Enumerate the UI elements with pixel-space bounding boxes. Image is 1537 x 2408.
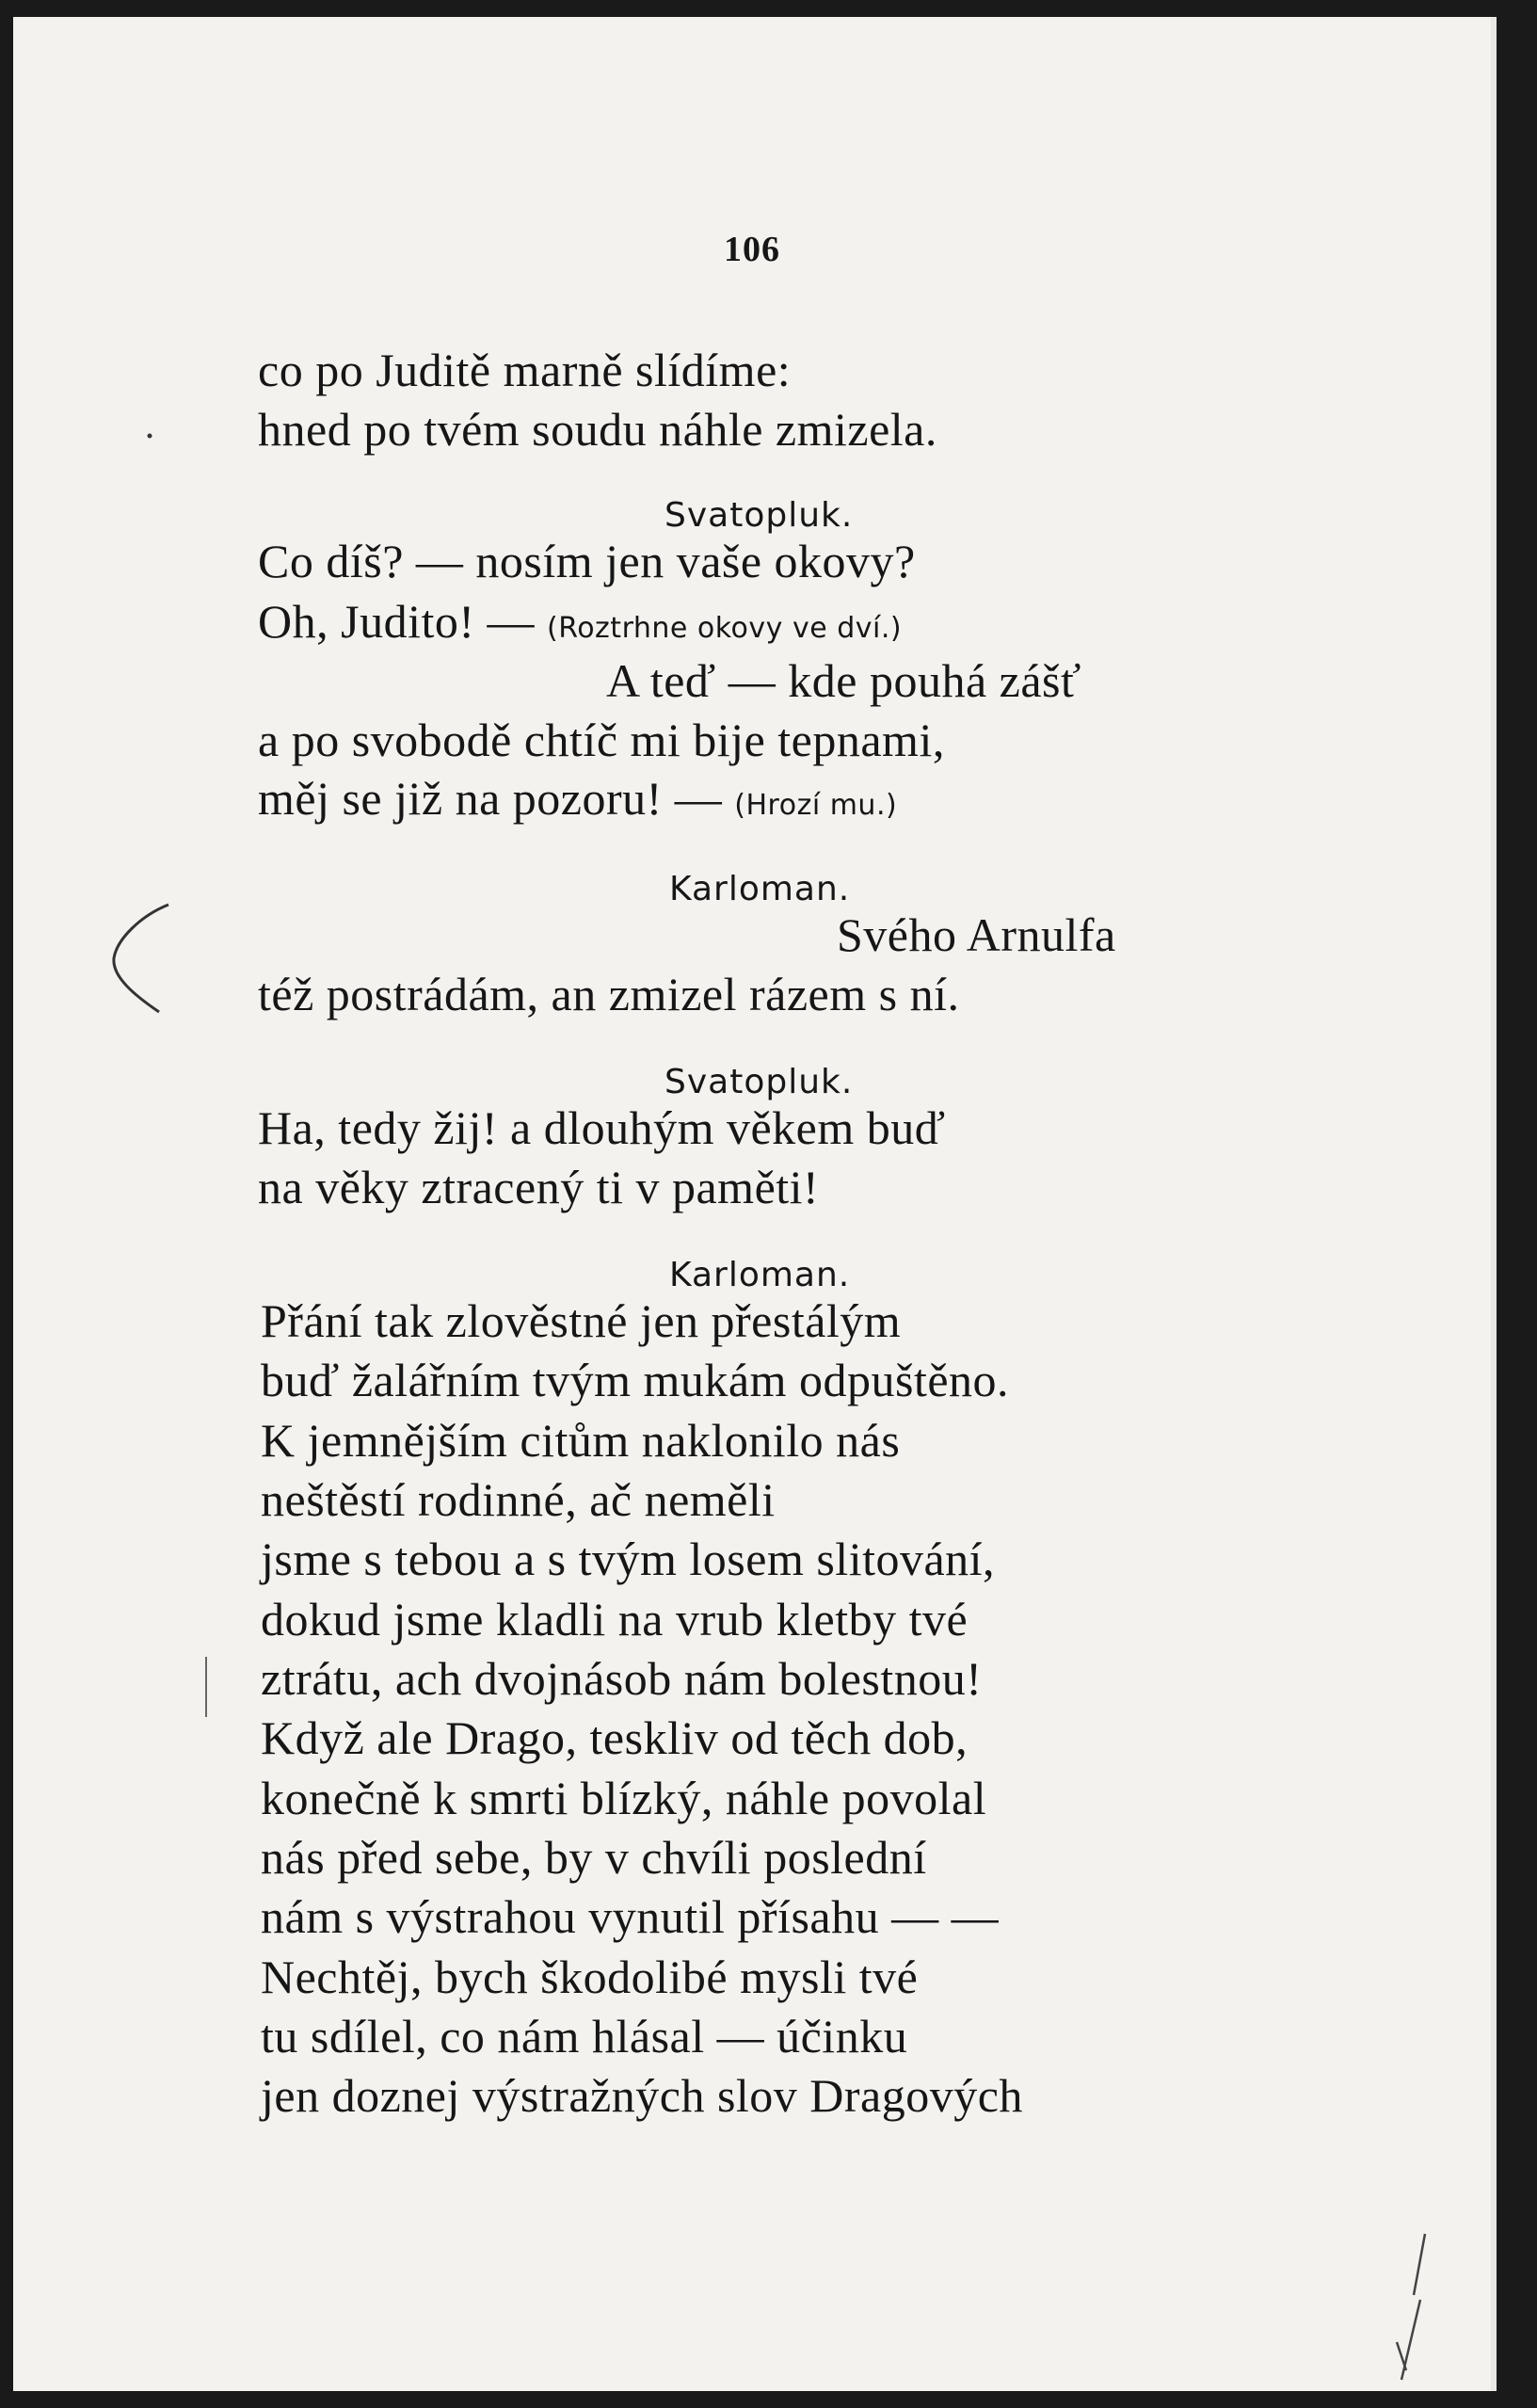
- speaker-name: Karloman.: [669, 870, 851, 908]
- speck-mark: [145, 431, 154, 441]
- page-edge: [1491, 17, 1497, 2391]
- pencil-scribble-mark: [1369, 2229, 1444, 2389]
- verse-line: Přání tak zlověstné jen přestálým: [261, 1294, 902, 1347]
- verse-line: jsme s tebou a s tvým losem slitování,: [261, 1533, 996, 1585]
- verse-line: Nechtěj, bych škodolibé mysli tvé: [261, 1950, 919, 2003]
- verse-line: hned po tvém soudu náhle zmizela.: [258, 403, 937, 456]
- verse-text: Oh, Judito! —: [258, 595, 535, 648]
- stage-direction: (Roztrhne okovy ve dví.): [547, 612, 903, 645]
- verse-line: Když ale Drago, teskliv od těch dob,: [261, 1711, 969, 1764]
- verse-line: nás před sebe, by v chvíli poslední: [261, 1831, 927, 1884]
- verse-line: [258, 593, 902, 657]
- verse-line: ztrátu, ach dvojnásob nám bolestnou!: [261, 1652, 983, 1705]
- verse-line: dokud jsme kladli na vrub kletby tvé: [261, 1593, 969, 1645]
- verse-line: jen doznej výstražných slov Dragových: [261, 2069, 1023, 2122]
- stage-direction: (Hrozí mu.): [734, 789, 898, 822]
- speaker-name: Svatopluk.: [664, 496, 854, 535]
- verse-line: též postrádám, an zmizel rázem s ní.: [258, 968, 960, 1020]
- verse-line: a po svobodě chtíč mi bije tepnami,: [258, 714, 945, 766]
- verse-line: Svého Arnulfa: [837, 908, 1116, 961]
- verse-line: buď žalářním tvým mukám odpuštěno.: [261, 1354, 1010, 1406]
- verse-line: neštěstí rodinné, ač neměli: [261, 1473, 776, 1526]
- verse-line: Ha, tedy žij! a dlouhým věkem buď: [258, 1101, 946, 1154]
- verse-line: co po Juditě marně slídíme:: [258, 344, 792, 396]
- verse-line: K jemnějším citům naklonilo nás: [261, 1414, 901, 1467]
- speaker-name: Svatopluk.: [664, 1063, 854, 1101]
- verse-line: [258, 770, 897, 834]
- verse-text: měj se již na pozoru! —: [258, 772, 723, 825]
- verse-line: tu sdílel, co nám hlásal — účinku: [261, 2010, 908, 2063]
- verse-line: konečně k smrti blízký, náhle povolal: [261, 1772, 987, 1824]
- pencil-bracket-mark: [103, 897, 178, 1019]
- pencil-stroke-mark: [201, 1655, 211, 1721]
- verse-line: na věky ztracený ti v paměti!: [258, 1161, 820, 1213]
- book-page: [13, 17, 1491, 2391]
- verse-line: A teď — kde pouhá zášť: [606, 654, 1081, 707]
- speaker-name: Karloman.: [669, 1256, 851, 1294]
- verse-line: Co díš? — nosím jen vaše okovy?: [258, 535, 916, 587]
- page-number: 106: [724, 230, 780, 269]
- verse-line: nám s výstrahou vynutil přísahu — —: [261, 1890, 1000, 1943]
